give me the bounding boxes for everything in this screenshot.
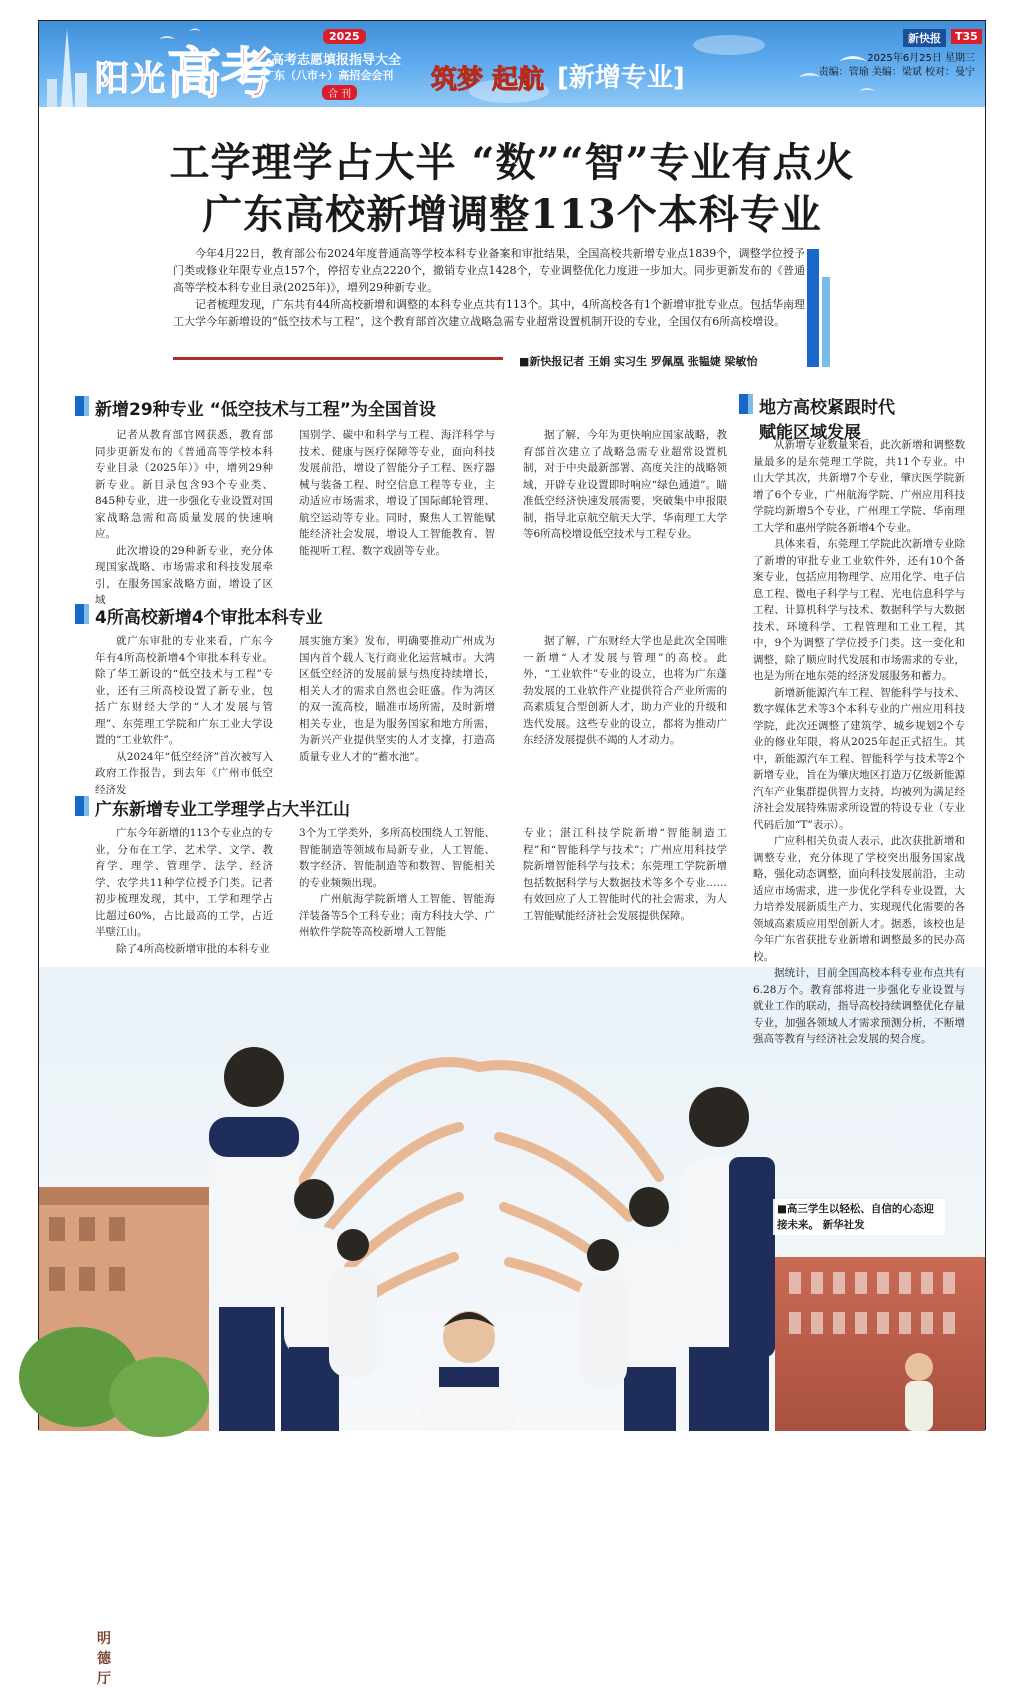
newspaper-page xyxy=(38,20,986,1687)
article-paragraph: 从新增专业数量来看，此次新增和调整数量最多的是东莞理工学院，共11个专业。中山大学其次，共新增7个专业，肇庆医学院新增了6个专业，广州航海学院、广州应用科技学院均新增5个专业，广州理工学院、华南理工大学和惠州学院各新增4个专业。 xyxy=(753,439,965,534)
section-heading-4-line-2: 赋能区域发展 xyxy=(759,423,861,443)
newspaper-badge: 新快报 xyxy=(903,29,946,47)
s3-column-1 xyxy=(95,825,273,955)
article-paragraph: 据了解，今年为更快响应国家战略，教育部首次建立了战略急需专业超常设置机制，对于中央最新部署、高度关注的战略领域，开辟专业设置即时响应“绿色通道”。瞄准低空经济快速发展需要，突破集中申报限制，指导北京航空航天大学、华南理工大学等6所高校增设低空技术与工程专业。 xyxy=(523,429,727,540)
article-paragraph: 从2024年“低空经济”首次被写入政府工作报告，到去年《广州市低空经济发 xyxy=(95,750,273,796)
building-sign: 明德厅 xyxy=(97,1631,111,1687)
issue-date: 2025年6月25日 星期三 xyxy=(867,53,975,64)
byline: ■新快报记者 王娟 实习生 罗佩凰 张韫婕 梁敏怡 xyxy=(519,355,758,368)
section-heading-1: 新增29种专业 “低空技术与工程”为全国首设 xyxy=(75,395,436,420)
article-paragraph: 新增新能源汽车工程、智能科学与技术、数字媒体艺术等3个本科专业的广州应用科技学院，此次还调整了建筑学、城乡规划2个专业的修业年限，将从2025年起正式招生。其中，新能源汽车工程、智能科学与技术等2个新增专业，旨在为肇庆地区打造万亿级新能源汽车产业集群提供智力支持，均被列为满足经济社会发展特殊需求所设置的特设专业（专业代码后加“T”表示）。 xyxy=(753,686,965,831)
section-heading-4-line-1: 地方高校紧跟时代 xyxy=(759,398,895,418)
article-paragraph: 国别学、碳中和科学与工程、海洋科学与技术、健康与医疗保障等专业，面向科技发展前沿，增设了智能分子工程、医疗器械与装备工程、时空信息工程等专业，主动适应市场需求，增设了国际邮轮管理、航空运动等专业。同时，聚焦人工智能赋能经济社会发展，增设人工智能教育、智能视听工程、数字戏剧等专业。 xyxy=(299,429,495,557)
header-subtitle-2: 广东（八市+）高招会会刊 xyxy=(263,69,394,82)
masthead-banner xyxy=(39,21,985,107)
article-paragraph: 除了4所高校新增审批的本科专业 xyxy=(116,942,270,955)
page-number: T35 xyxy=(951,29,982,44)
lede-paragraph: 记者梳理发现，广东共有44所高校新增和调整的本科专业点共有113个。其中，4所高校各有1个新增审批专业点。包括华南理工大学今年新增设的“低空技术与工程”，这个教育部首次建立战略急需专业超常设置机制开设的专业，全国仅有6所高校增设。 xyxy=(173,298,805,328)
s2-column-2 xyxy=(299,633,495,783)
section-heading-3: 广东新增专业工学理学占大半江山 xyxy=(75,795,350,820)
header-tag: 合 刊 xyxy=(322,85,357,100)
s3-column-2 xyxy=(299,825,495,945)
lede-decoration-bars xyxy=(807,249,831,367)
s4-column xyxy=(753,437,965,1177)
article-paragraph: 记者从教育部官网获悉，教育部同步更新发布的《普通高等学校本科专业目录（2025年）》中，增列29种新专业。新目录包含93个专业类、845种专业，进一步强化专业设置对国家战略急需和高质量发展的快速响应。 xyxy=(95,429,273,540)
lede-block xyxy=(173,245,805,330)
headline-line-1: 工学理学占大半 “数”“智”专业有点火 xyxy=(169,139,855,186)
article-paragraph: 展实施方案》发布，明确要推动广州成为国内首个载人飞行商业化运营城市。大湾区低空经济的发展前景与热度持续增长，相关人才的需求自然也会旺盛。作为湾区的双一流高校，瞄准市场所需，及时新增相关专业，也是为服务国家和地方所需，为新兴产业提供坚实的人才支撑，打造高质量专业人才的“蓄水池”。 xyxy=(299,635,495,763)
header-year-badge: 2025 xyxy=(323,29,366,44)
header-subtitle-1: 高考志愿填报指导大全 xyxy=(271,53,402,68)
s2-column-1 xyxy=(95,633,273,796)
s2-column-3 xyxy=(523,633,727,783)
article-paragraph: 广东今年新增的113个专业点的专业，分布在工学、艺术学、文学、教育学、理学、管理学、法学、经济学、农学共11种学位授予门类。记者初步梳理发现，其中，工学和理学占比超过60%，占比最高的工学，占近半壁江山。 xyxy=(95,827,273,938)
article-paragraph: 广州航海学院新增人工智能、智能海洋装备等5个工科专业；南方科技大学、广州软件学院等高校新增人工智能 xyxy=(299,893,495,938)
headline-line-2: 广东高校新增调整113个本科专业 xyxy=(202,191,822,238)
brand-gaokao: 高考 xyxy=(167,41,275,105)
article-paragraph: 3个为工学类外，多所高校围绕人工智能、智能制造等领域布局新专业，人工智能、数字经济、智能制造等和数智、智能相关的专业频频出现。 xyxy=(299,827,495,889)
header-slogan: 筑梦 起航 xyxy=(431,65,545,95)
article-paragraph: 具体来看，东莞理工学院此次新增专业除了新增的审批专业工业软件外，还有10个备案专业，包括应用物理学、应用化学、电子信息工程、微电子科学与工程、光电信息科学与工程、计算机科学与技术、数据科学与大数据技术、环境科学、工程管理和工业工程，其中，9个为调整了学位授予门类。这一变化和调整，除了顺应时代发展和市场需求的专业，也是为所在地东莞的经济发展服务和蓄力。 xyxy=(753,538,965,682)
article-paragraph: 此次增设的29种新专业，充分体现国家战略、市场需求和科技发展牵引，在服务国家战略方面，增设了区域 xyxy=(95,544,273,606)
red-divider xyxy=(173,357,503,360)
photo-caption: ■高三学生以轻松、自信的心态迎接未来。 新华社发 xyxy=(773,1199,945,1235)
staff-credits: 责编：管瑜 美编：梁斌 校对：曼宁 xyxy=(818,67,975,78)
article-paragraph: 就广东审批的专业来看，广东今年有4所高校新增4个审批本科专业。除了华工新设的“低空技术与工程”专业，还有三所高校设置了新专业，包括广东财经大学的“人才发展与管理”、东莞理工学院和广东工业大学设置的“工业软件”。 xyxy=(95,635,273,746)
article-paragraph: 据了解，广东财经大学也是此次全国唯一新增“人才发展与管理”的高校。此外，“工业软件”专业的设立，也将为广东蓬勃发展的工业软件产业提供符合产业所需的高素质复合型创新人才，助力产业的升级和迭代发展。这些专业的设立，都将为推动广东经济发展提供不竭的人才动力。 xyxy=(523,635,727,746)
s1-column-2 xyxy=(299,427,495,587)
article-paragraph: 据统计，目前全国高校本科专业布点共有6.28万个。教育部将进一步强化专业设置与就业工作的联动，指导高校持续调整优化存量专业，加强各领域人才需求预测分析，不断增强高等教育与经济社会发展的契合度。 xyxy=(753,967,965,1045)
section-heading-2: 4所高校新增4个审批本科专业 xyxy=(75,603,323,628)
article-paragraph: 广应科相关负责人表示，此次获批新增和调整专业，充分体现了学校突出服务国家战略，强化动态调整，面向科技发展前沿，主动适应市场需求，进一步优化学科专业设置，大力培养发展新质生产力、实现现代化需要的各领域高素质应用型创新人才。据悉，该校也是今年广东省获批专业新增和调整最多的民办高校。 xyxy=(753,835,965,963)
section-label: [新增专业] xyxy=(557,63,685,93)
article-paragraph: 专业；湛江科技学院新增“智能制造工程”和“智能科学与技术”；广州应用科技学院新增智能科学与技术；东莞理工学院新增包括数据科学与大数据技术等多个专业……有效回应了人工智能时代的社会需求，为人工智能赋能经济社会发展提供保障。 xyxy=(523,827,727,922)
section-heading-4 xyxy=(739,393,979,443)
s3-column-3 xyxy=(523,825,727,945)
s1-column-3 xyxy=(523,427,727,587)
brand-yangguang: 阳光 xyxy=(95,59,167,99)
lede-paragraph: 今年4月22日，教育部公布2024年度普通高等学校本科专业备案和审批结果，全国高校共新增专业点1839个，调整学位授予门类或修业年限专业点157个，停招专业点2220个，撤销专业点1428个，专业调整优化力度进一步加大。同步更新发布的《普通高等学校本科专业目录(2025年)》，增列29种新专业。 xyxy=(173,247,805,294)
s1-column-1 xyxy=(95,427,273,606)
